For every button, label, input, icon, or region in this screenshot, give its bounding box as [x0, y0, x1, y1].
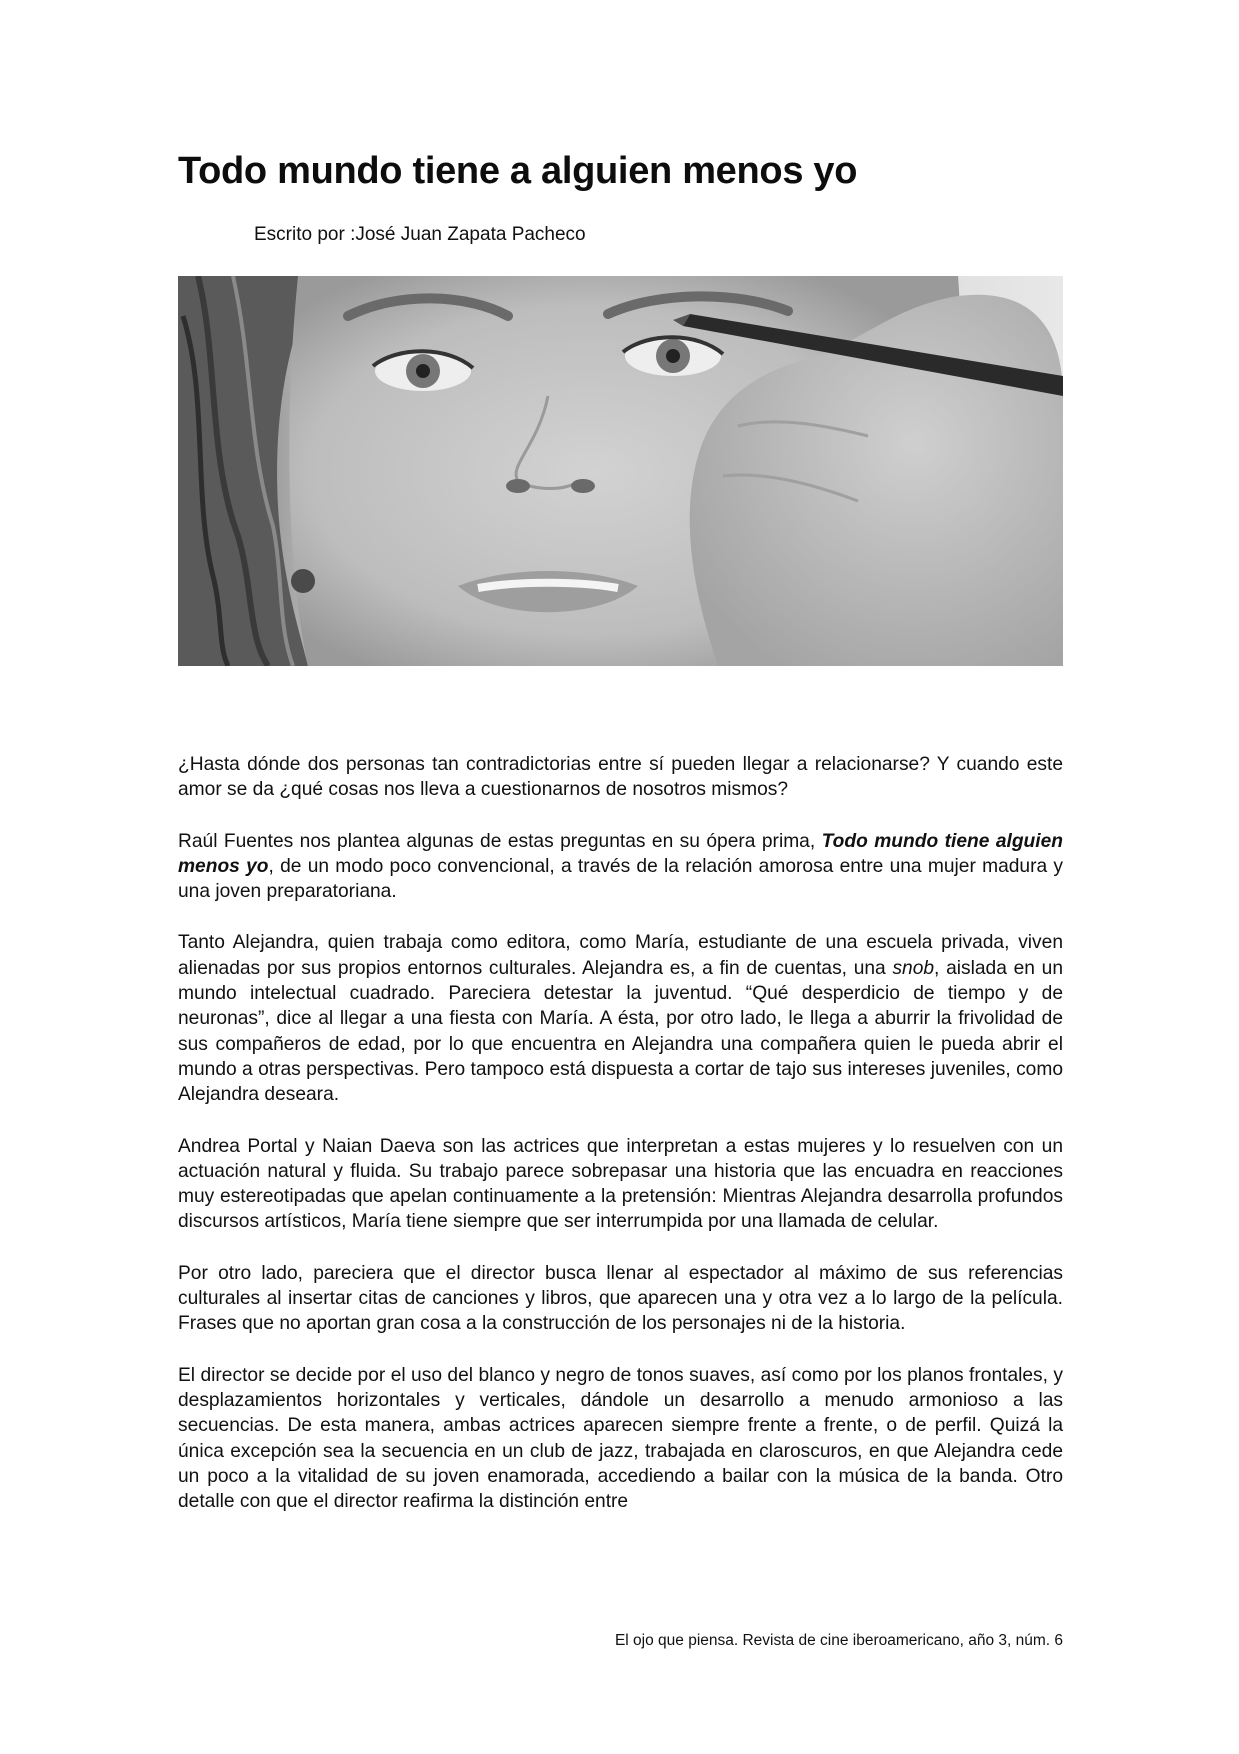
film-title-emphasis: Todo mundo tiene alguien menos yo: [178, 830, 1063, 877]
paragraph-3: Tanto Alejandra, quien trabaja como editora, como María, estudiante de una escuela privada, viven alienadas por sus propios entornos culturales. Alejandra es, a fin de cuentas, una snob, aislada en un mundo intelectual cuadrado. Pareciera detestar la juventud. “Qué desperdicio de tiempo y de neuronas”, dice al llegar a una fiesta con María. A ésta, por otro lado, le llega a aburrir la frivolidad de sus compañeros de edad, por lo que encuentra en Alejandra una compañera quien le pueda abrir el mundo a otras perspectivas. Pero tampoco está dispuesta a cortar de tajo sus intereses juveniles, como Alejandra deseara.: [178, 932, 1063, 1106]
paragraph-1: ¿Hasta dónde dos personas tan contradictorias entre sí pueden llegar a relacionarse? Y cuando este amor se da ¿qué cosas nos lleva a cuestionarnos de nosotros mismos?: [178, 754, 1063, 801]
snob-emphasis: snob: [892, 957, 935, 979]
hero-photo-woman-eyeliner: [178, 276, 1063, 666]
paragraph-5: Por otro lado, pareciera que el director busca llenar al espectador al máximo de sus referencias culturales al insertar citas de canciones y libros, que aparecen una y otra vez a lo largo de la película. Frases que no aportan gran cosa a la construcción de los personajes ni de la historia.: [178, 1262, 1063, 1335]
paragraph-4: Andrea Portal y Naian Daeva son las actrices que interpretan a estas mujeres y lo resuelven con un actuación natural y fluida. Su trabajo parece sobrepasar una historia que las encuadra en reacciones muy estereotipadas que apelan continuamente a la pretensión: Mientras Alejandra desarrolla profundos discursos artísticos, María tiene siempre que ser interrumpida por una llamada de celular.: [178, 1135, 1063, 1233]
paragraph-2: Raúl Fuentes nos plantea algunas de estas preguntas en su ópera prima, Todo mundo tiene alguien menos yo, de un modo poco convencional, a través de la relación amorosa entre una mujer madura y una joven preparatoriana.: [178, 830, 1063, 903]
article-title: Todo mundo tiene a alguien menos yo: [178, 150, 858, 192]
page-footer: El ojo que piensa. Revista de cine iberoamericano, año 3, núm. 6: [614, 1632, 1063, 1649]
article-body: [178, 752, 1063, 1514]
paragraph-6: El director se decide por el uso del blanco y negro de tonos suaves, así como por los planos frontales, y desplazamientos horizontales y verticales, dándole un desarrollo a menudo armonioso a las secuencias. De esta manera, ambas actrices aparecen siempre frente a frente, o de perfil. Quizá la única excepción sea la secuencia en un club de jazz, trabajada en claroscuros, en que Alejandra cede un poco a la vitalidad de su joven enamorada, accediendo a bailar con la música de la banda. Otro detalle con que el director reafirma la distinción entre: [178, 1364, 1063, 1513]
article-byline: Escrito por :José Juan Zapata Pacheco: [254, 224, 586, 245]
